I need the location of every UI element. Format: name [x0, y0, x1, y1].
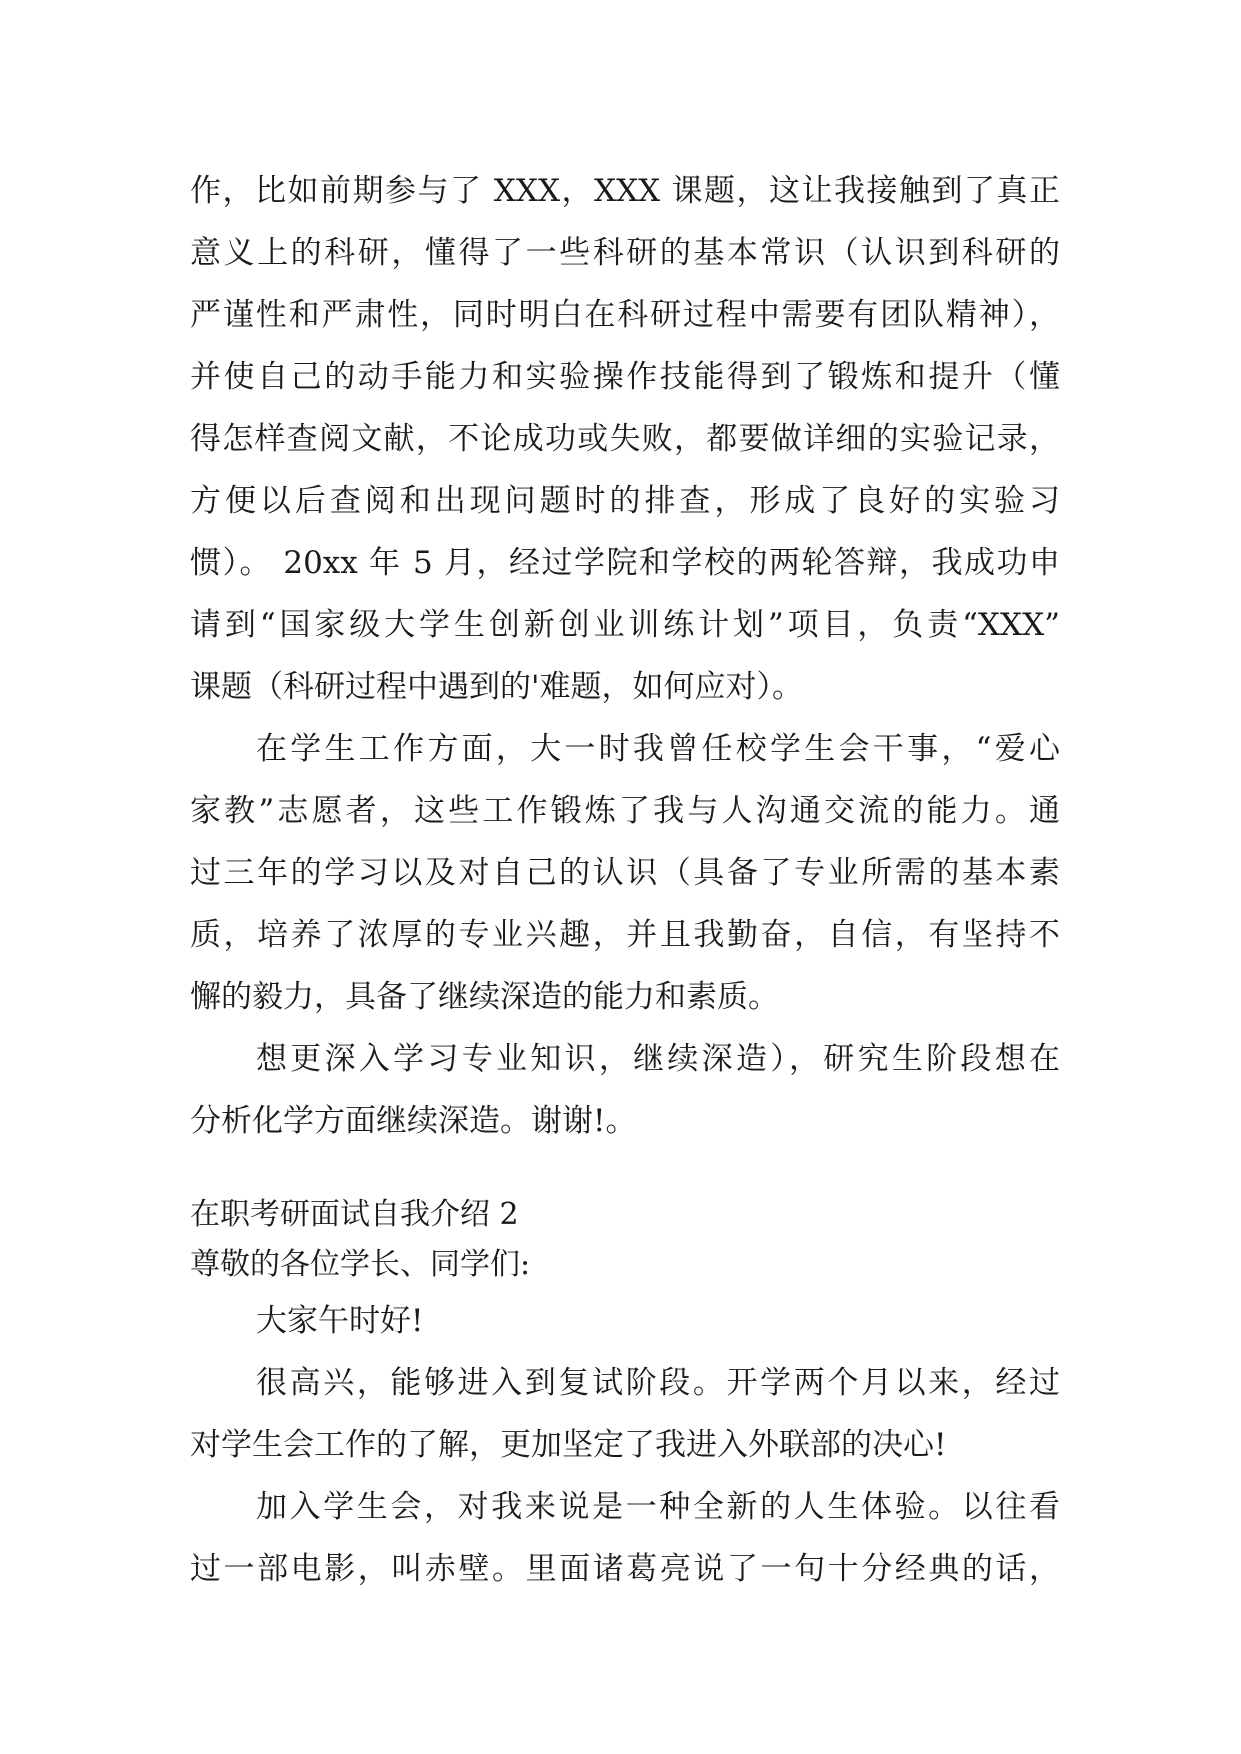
text-line: 过三年的学习以及对自己的认识（具备了专业所需的基本素 [190, 855, 1060, 891]
paragraph-research [190, 160, 1060, 718]
text-line: 对学生会工作的了解，更加坚定了我进入外联部的决心! [190, 1427, 947, 1463]
text-line: 家教”志愿者，这些工作锻炼了我与人沟通交流的能力。通 [190, 793, 1060, 829]
text-line: 很高兴，能够进入到复试阶段。开学两个月以来，经过 [256, 1365, 1060, 1401]
text-line: 在学生工作方面，大一时我曾任校学生会干事，“爱心 [256, 731, 1060, 767]
text-line: 分析化学方面继续深造。谢谢!。 [190, 1103, 637, 1139]
salutation: 尊敬的各位学长、同学们: [190, 1247, 531, 1282]
document-body [190, 160, 1060, 1600]
text-line: 请到“国家级大学生创新创业训练计划”项目，负责“XXX” [190, 607, 1060, 643]
paragraph-student-work [190, 718, 1060, 1028]
text-line: 方便以后查阅和出现问题时的排查，形成了良好的实验习 [190, 483, 1060, 519]
text-line: 惯）。 20xx 年 5 月，经过学院和学校的两轮答辩，我成功申 [190, 545, 1060, 581]
text-line: 懈的毅力，具备了继续深造的能力和素质。 [190, 979, 779, 1015]
section-title: 在职考研面试自我介绍 2 [190, 1197, 519, 1232]
text-line: 质，培养了浓厚的专业兴趣，并且我勤奋，自信，有坚持不 [190, 917, 1060, 953]
section-gap [190, 1152, 1060, 1190]
paragraph-join-union [190, 1476, 1060, 1600]
text-line: 过一部电影，叫赤壁。里面诸葛亮说了一句十分经典的话， [190, 1551, 1060, 1587]
text-line: 加入学生会，对我来说是一种全新的人生体验。以往看 [256, 1489, 1060, 1525]
text-line: 课题（科研过程中遇到的'难题，如何应对）。 [190, 669, 804, 705]
greeting: 大家午时好! [256, 1303, 424, 1339]
paragraph-further-study [190, 1028, 1060, 1152]
text-line: 得怎样查阅文献，不论成功或失败，都要做详细的实验记录， [190, 421, 1060, 457]
text-line: 想更深入学习专业知识，继续深造），研究生阶段想在 [256, 1041, 1060, 1077]
text-line: 作，比如前期参与了 XXX，XXX 课题，这让我接触到了真正 [190, 173, 1060, 209]
text-line: 意义上的科研，懂得了一些科研的基本常识（认识到科研的 [190, 235, 1060, 271]
paragraph-reexam [190, 1352, 1060, 1476]
text-line: 并使自己的动手能力和实验操作技能得到了锻炼和提升（懂 [190, 359, 1060, 395]
text-line: 严谨性和严肃性，同时明白在科研过程中需要有团队精神）， [190, 297, 1060, 333]
